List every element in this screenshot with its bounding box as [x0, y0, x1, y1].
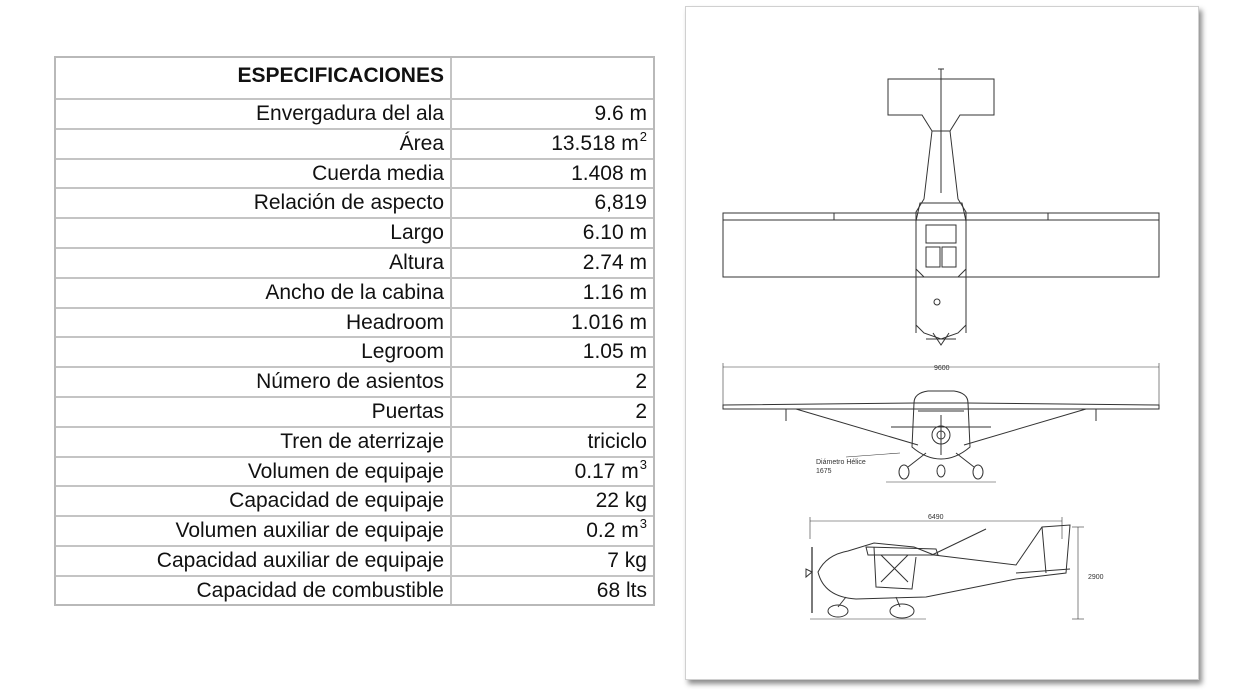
table-row: [56, 128, 653, 158]
table-row: [56, 247, 653, 277]
spec-label: Capacidad de equipaje: [229, 489, 444, 513]
spec-label: Altura: [389, 251, 444, 274]
spec-label: Ancho de la cabina: [265, 280, 444, 304]
spec-value: [448, 368, 647, 396]
spec-value-text: 2.74 m: [582, 251, 647, 274]
side-view: [806, 517, 1084, 619]
table-row: [56, 456, 653, 486]
spec-value: [448, 219, 647, 247]
spec-value-text: 22 kg: [595, 489, 647, 513]
spec-value-text: 1.16 m: [582, 280, 647, 304]
specifications-table: [54, 56, 655, 606]
unit-exponent: 3: [639, 456, 647, 472]
propeller-label: Diámetro Hélice: [816, 459, 866, 466]
table-row: [56, 366, 653, 396]
spec-label: Legroom: [361, 340, 444, 364]
spec-value: [448, 279, 647, 307]
spec-label: Largo: [390, 221, 444, 245]
spec-value: [448, 130, 647, 158]
spec-value: [448, 338, 647, 366]
spec-value-text: 2: [635, 400, 647, 423]
table-row: [56, 158, 653, 188]
spec-value-text: 1.016 m: [571, 310, 647, 334]
aircraft-three-view-drawing: [685, 6, 1199, 680]
table-row: [56, 575, 653, 605]
spec-label: Puertas: [371, 400, 444, 423]
height-dimension: 2900: [1088, 574, 1104, 581]
spec-value-text: triciclo: [587, 429, 647, 453]
spec-value-text: 0.2 m: [586, 519, 639, 543]
spec-value-text: 2: [635, 370, 647, 394]
wingspan-dimension: 9600: [934, 365, 950, 372]
spec-label: Volumen auxiliar de equipaje: [175, 519, 444, 543]
spec-value-text: 68 lts: [596, 578, 647, 602]
table-title: ESPECIFICACIONES: [237, 64, 444, 87]
spec-value-text: 6,819: [594, 191, 647, 215]
spec-label: Relación de aspecto: [253, 191, 444, 215]
table-row: [56, 396, 653, 426]
spec-value-text: 7 kg: [607, 549, 647, 572]
propeller-dimension: 1675: [816, 468, 832, 475]
table-row: [56, 336, 653, 366]
length-dimension: 6490: [928, 514, 944, 521]
table-row: [56, 217, 653, 247]
table-row: [56, 515, 653, 545]
unit-exponent: 2: [639, 128, 647, 144]
spec-label: Capacidad auxiliar de equipaje: [156, 549, 444, 572]
spec-value: [448, 249, 647, 277]
table-row: [56, 277, 653, 307]
spec-label: Área: [399, 131, 444, 155]
table-row: [56, 545, 653, 575]
spec-label: Headroom: [345, 310, 444, 334]
table-row: [56, 98, 653, 128]
spec-label: Número de asientos: [256, 370, 444, 394]
spec-value-text: 1.05 m: [582, 340, 647, 364]
spec-value: [448, 189, 647, 217]
table-row: [56, 485, 653, 515]
table-row: [56, 307, 653, 337]
spec-value: [448, 577, 647, 605]
spec-value-text: 9.6 m: [594, 102, 647, 125]
spec-value-text: 1.408 m: [571, 161, 647, 185]
spec-value: [448, 428, 647, 456]
spec-value: [448, 398, 647, 426]
spec-value-text: 6.10 m: [582, 221, 647, 245]
spec-value-text: 0.17 m: [574, 459, 639, 483]
spec-value: [448, 458, 647, 486]
spec-label: Volumen de equipaje: [247, 459, 444, 483]
spec-value: [448, 100, 647, 128]
spec-value: [448, 160, 647, 188]
spec-value: [448, 487, 647, 515]
spec-value: [448, 309, 647, 337]
spec-value: [448, 517, 647, 545]
spec-value-text: 13.518 m: [551, 131, 639, 155]
unit-exponent: 3: [639, 516, 647, 532]
front-view: [723, 363, 1159, 482]
table-row: [56, 426, 653, 456]
spec-value: [448, 547, 647, 575]
spec-label: Tren de aterrizaje: [280, 429, 444, 453]
table-row: [56, 187, 653, 217]
spec-label: Envergadura del ala: [256, 102, 444, 125]
spec-label: Capacidad de combustible: [196, 578, 444, 602]
top-view: [723, 69, 1159, 345]
spec-label: Cuerda media: [312, 161, 444, 185]
